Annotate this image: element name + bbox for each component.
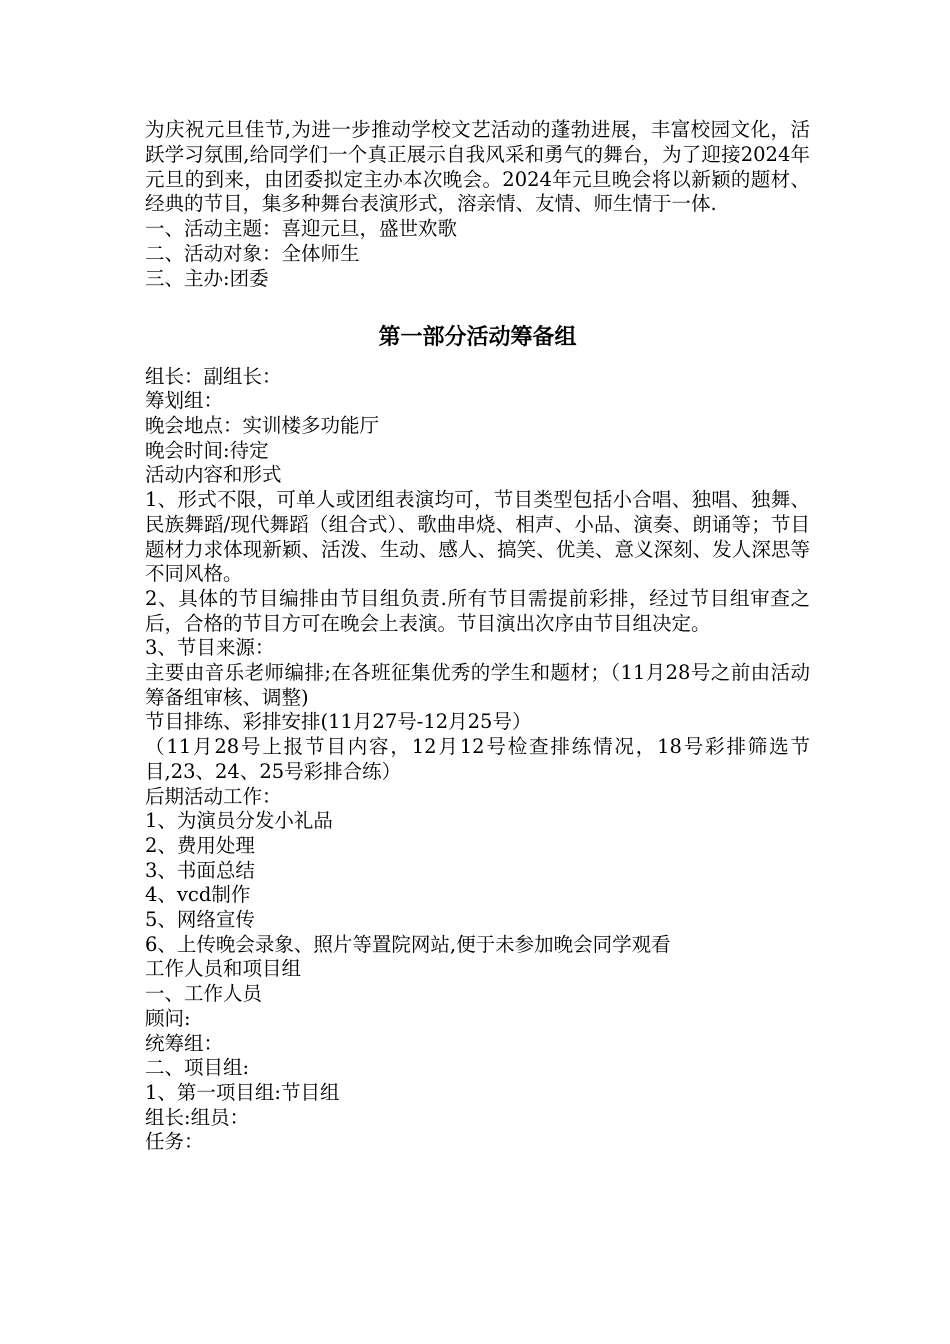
- line-staff-heading: 工作人员和项目组: [145, 957, 302, 981]
- section-title: 第一部分活动筹备组: [378, 323, 577, 350]
- line-venue: 晚会地点：实训楼多功能厅: [145, 413, 380, 437]
- paragraph-format: 1、形式不限，可单人或团组表演均可，节目类型包括小合唱、独唱、独舞、民族舞蹈/现代舞蹈（组合式）、歌曲串烧、相声、小品、演奏、朗诵等；节目题材力求体现新颖、活泼、生动、感人、搞笑、优美、意义深刻、发人深思等不同风格。: [145, 488, 810, 586]
- paragraph-rehearsal-detail: （11月28号上报节目内容，12月12号检查排练情况，18号彩排筛选节目,23、24、25号彩排合练）: [145, 735, 810, 783]
- intro-paragraph: 为庆祝元旦佳节,为进一步推动学校文艺活动的蓬勃进展，丰富校园文化，活跃学习氛围,给同学们一个真正展示自我风采和勇气的舞台，为了迎接2024年元旦的到来，由团委拟定主办本次晚会。2024年元旦晚会将以新颖的题材、经典的节目，集多种舞台表演形式，溶亲情、友情、师生情于一体.: [145, 118, 810, 216]
- list-item: 4、vcd制作: [145, 883, 251, 907]
- list-item: 2、费用处理: [145, 833, 255, 857]
- line-advisor: 顾问:: [145, 1006, 191, 1030]
- line-staff: 一、工作人员: [145, 982, 263, 1006]
- list-item: 1、为演员分发小礼品: [145, 809, 333, 833]
- line-content-heading: 活动内容和形式: [145, 463, 282, 487]
- line-program-source: 3、节目来源：: [145, 636, 275, 660]
- line-tasks: 任务：: [145, 1130, 204, 1154]
- line-project-groups: 二、项目组:: [145, 1056, 250, 1080]
- paragraph-arrangement: 2、具体的节目编排由节目组负责.所有节目需提前彩排，经过节目组审查之后，合格的节目方可在晚会上表演。节目演出次序由节目组决定。: [145, 586, 810, 635]
- line-coordination: 统筹组：: [145, 1031, 224, 1055]
- line-time: 晚会时间:待定: [145, 438, 269, 462]
- intro-section: [145, 118, 810, 292]
- paragraph-source-detail: 主要由音乐老师编排;在各班征集优秀的学生和题材；（11月28号之前由活动筹备组审核、调整): [145, 661, 810, 709]
- line-leaders: 组长：副组长：: [145, 364, 282, 388]
- activity-audience: 二、活动对象：全体师生: [145, 241, 360, 265]
- activity-theme: 一、活动主题：喜迎元旦，盛世欢歌: [145, 217, 458, 241]
- activity-host: 三、主办:团委: [145, 266, 269, 290]
- line-planning-group: 筹划组：: [145, 389, 224, 413]
- line-post-work: 后期活动工作：: [145, 784, 282, 808]
- line-group-members: 组长:组员：: [145, 1105, 250, 1129]
- list-item: 6、上传晚会录象、照片等置院网站,便于未参加晚会同学观看: [145, 932, 671, 956]
- line-first-group: 1、第一项目组:节目组: [145, 1080, 340, 1104]
- body-section: [145, 365, 810, 1156]
- line-rehearsal-schedule: 节目排练、彩排安排(11月27号-12月25号）: [145, 710, 532, 734]
- list-item: 3、书面总结: [145, 858, 255, 882]
- document-page: [145, 118, 810, 1155]
- list-item: 5、网络宣传: [145, 908, 255, 932]
